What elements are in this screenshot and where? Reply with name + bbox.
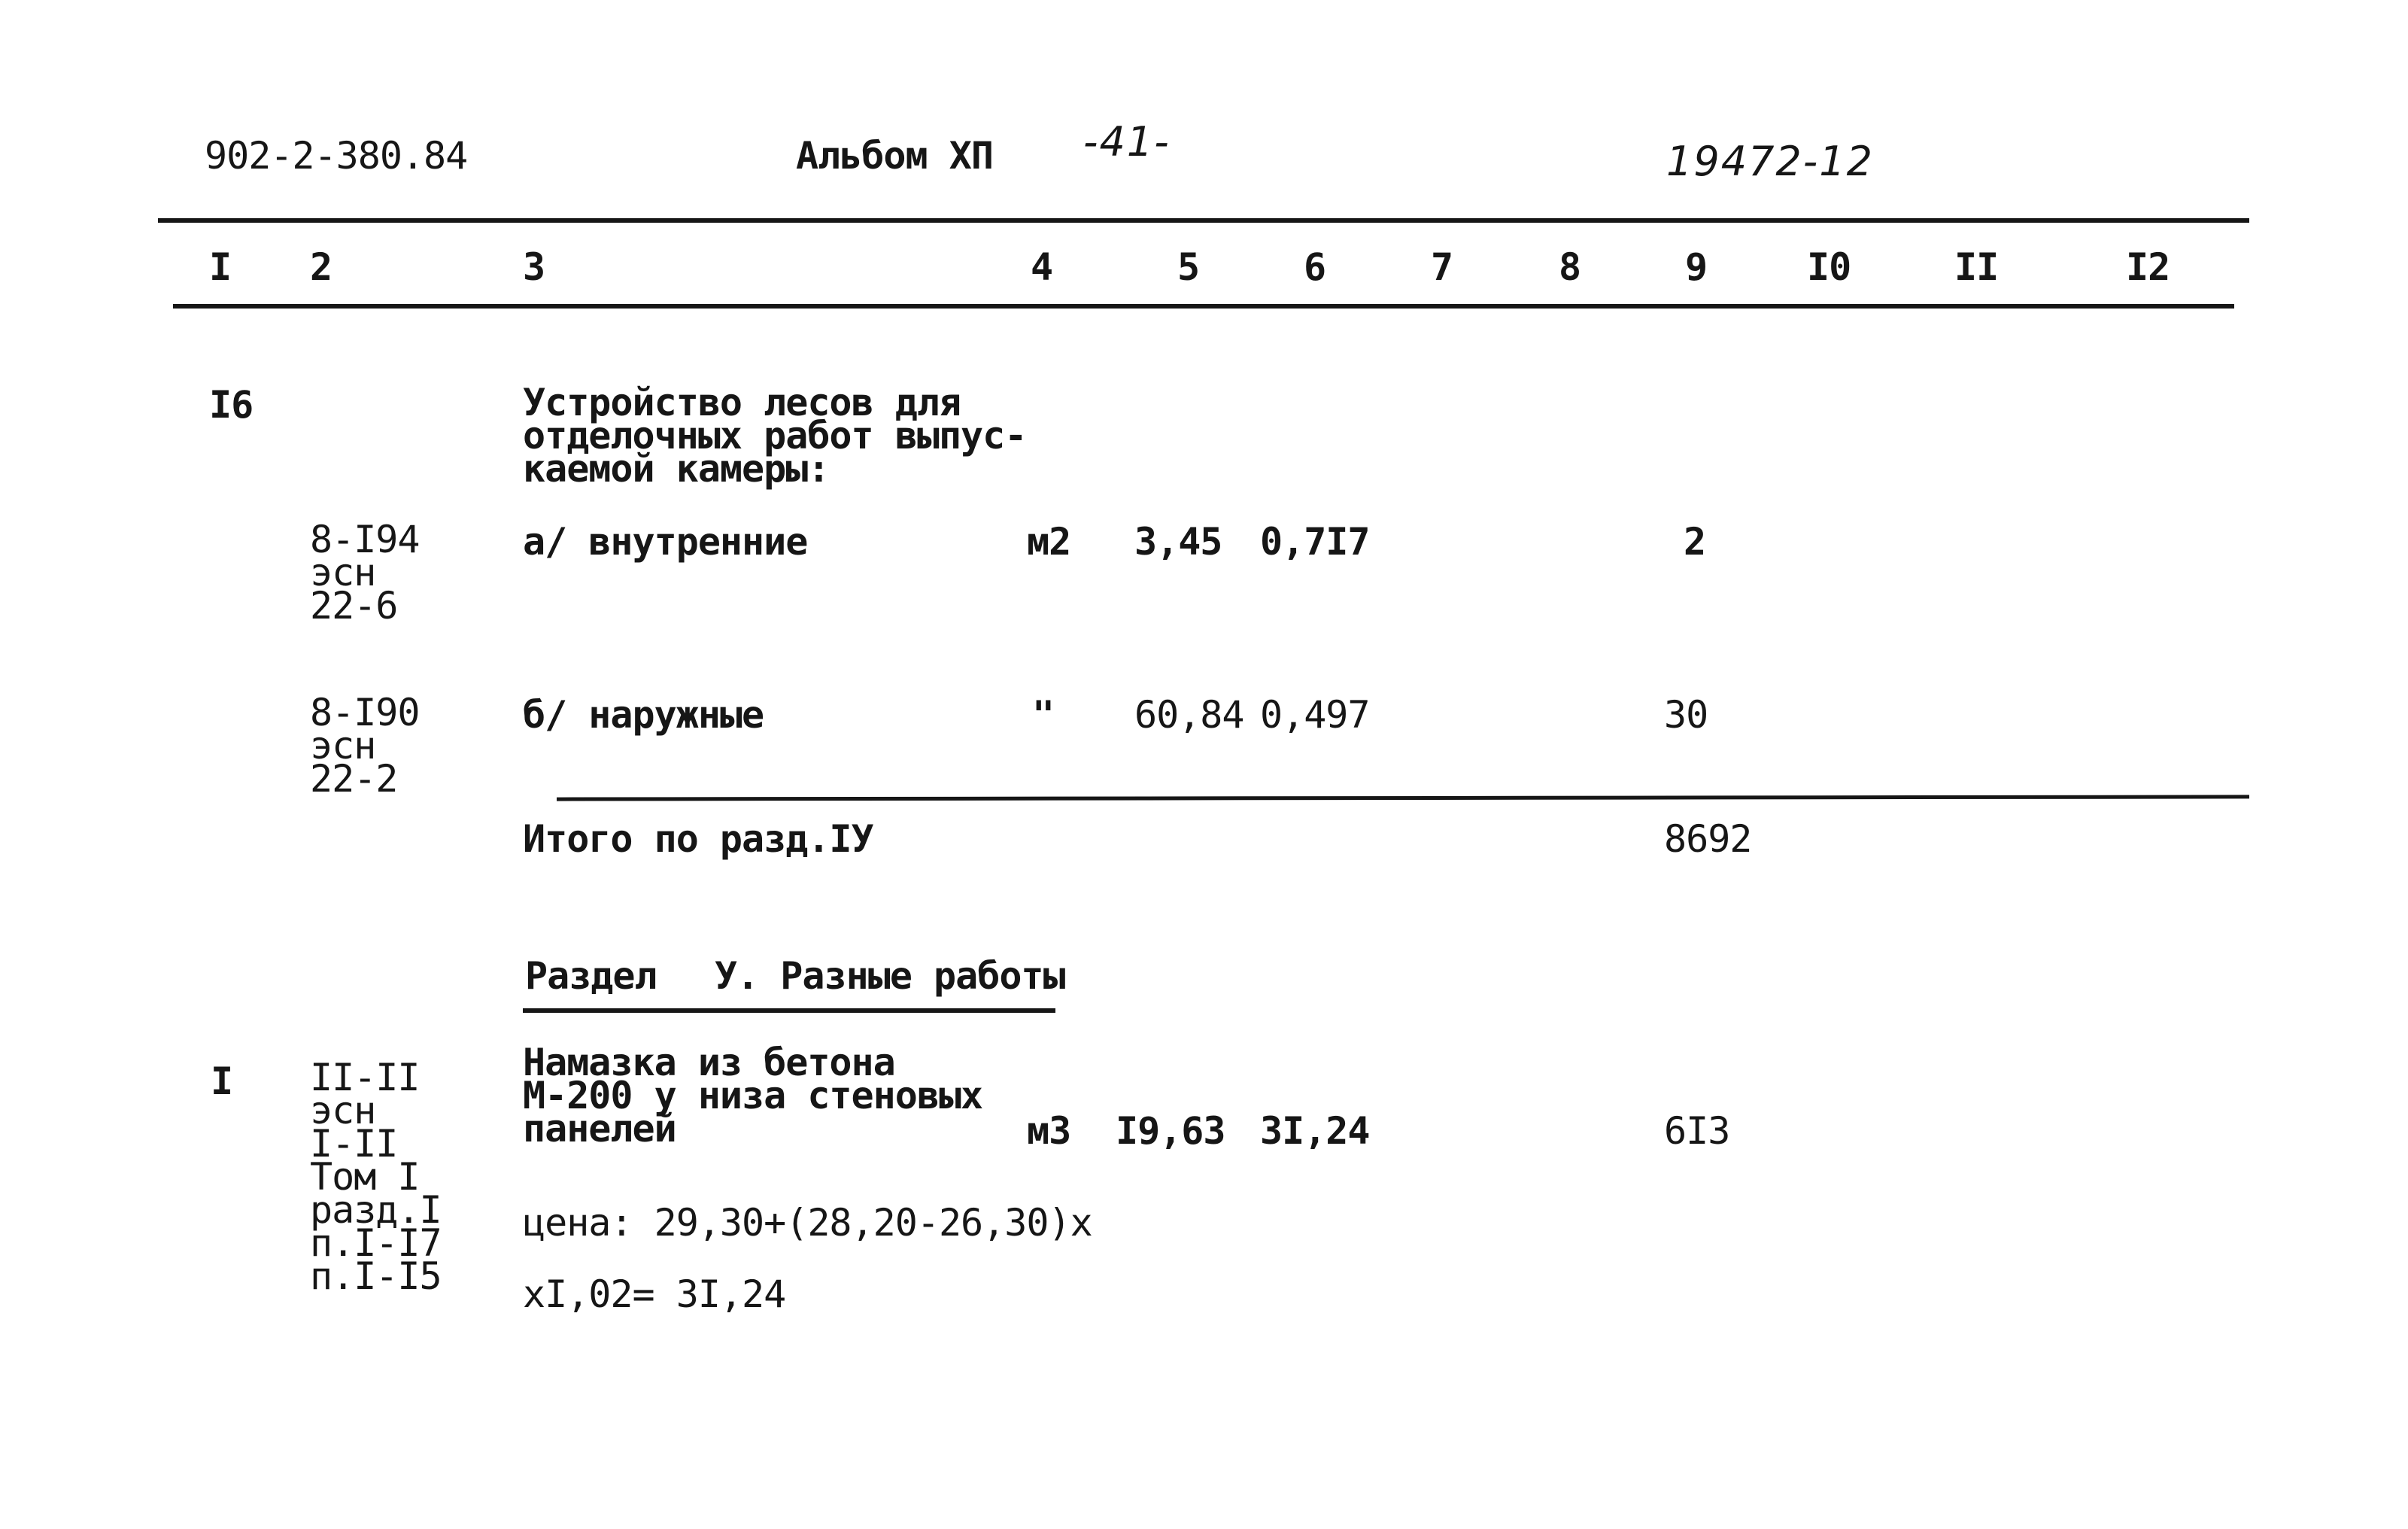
price-calculation: цена: 29,30+(28,20-26,30)х — [523, 1201, 1092, 1245]
price-calculation: хI,02= 3I,24 — [523, 1272, 786, 1316]
quantity-cell: 3,45 — [1134, 520, 1222, 564]
unit-cell: м3 — [1027, 1109, 1071, 1153]
column-header: 8 — [1559, 245, 1581, 289]
column-header: 5 — [1177, 245, 1200, 289]
price-cell: 0,7I7 — [1260, 520, 1370, 564]
column-header: 6 — [1304, 245, 1326, 289]
column-header-bottom-rule — [173, 304, 2234, 309]
sheet-number: 19472-12 — [1666, 138, 1874, 185]
cost-cell: 2 — [1684, 520, 1706, 564]
unit-cell: " — [1032, 693, 1055, 737]
album-number: Альбом XП — [796, 134, 993, 178]
work-description: Намазка из бетона М-200 у низа стеновых панелей — [523, 1041, 983, 1151]
quantity-cell: I9,63 — [1116, 1109, 1225, 1153]
unit-cell: м2 — [1027, 520, 1071, 564]
subtotal-rule — [557, 795, 2249, 801]
item-number: I — [211, 1059, 233, 1103]
price-cell: 3I,24 — [1260, 1109, 1370, 1153]
column-header: 7 — [1431, 245, 1453, 289]
norm-code: II-II эсн I-II Том I разд.I п.I-I7 п.I-I5 — [310, 1056, 442, 1298]
subtotal-label: Итого по разд.IУ — [523, 817, 873, 861]
column-header: I0 — [1807, 245, 1851, 289]
header-top-rule — [158, 218, 2249, 223]
work-description: а/ внутренние — [523, 520, 808, 564]
column-header: I — [209, 245, 232, 289]
quantity-cell: 60,84 — [1134, 693, 1244, 737]
section-title: У. Разные работы — [715, 954, 1065, 998]
column-header: I2 — [2126, 245, 2170, 289]
cost-cell: 30 — [1664, 693, 1708, 737]
column-header: 3 — [523, 245, 545, 289]
work-description: б/ наружные — [523, 693, 764, 737]
norm-code: 8-I90 эсн 22-2 — [310, 691, 420, 801]
column-header: 4 — [1031, 245, 1053, 289]
column-header: 9 — [1685, 245, 1708, 289]
subtotal-value: 8692 — [1664, 817, 1752, 861]
column-header: 2 — [310, 245, 333, 289]
page-number: -41- — [1083, 118, 1171, 166]
item-title: Устройство лесов для отделочных работ выпус- каемой камеры: — [523, 381, 1027, 491]
document-code: 902-2-380.84 — [205, 134, 468, 178]
cost-cell: 6I3 — [1664, 1109, 1730, 1153]
norm-code: 8-I94 эсн 22-6 — [310, 518, 420, 628]
price-cell: 0,497 — [1260, 693, 1370, 737]
column-header: II — [1954, 245, 1999, 289]
item-number: I6 — [209, 383, 254, 427]
section-label: Раздел — [525, 954, 657, 998]
section-underline — [523, 1008, 1055, 1013]
